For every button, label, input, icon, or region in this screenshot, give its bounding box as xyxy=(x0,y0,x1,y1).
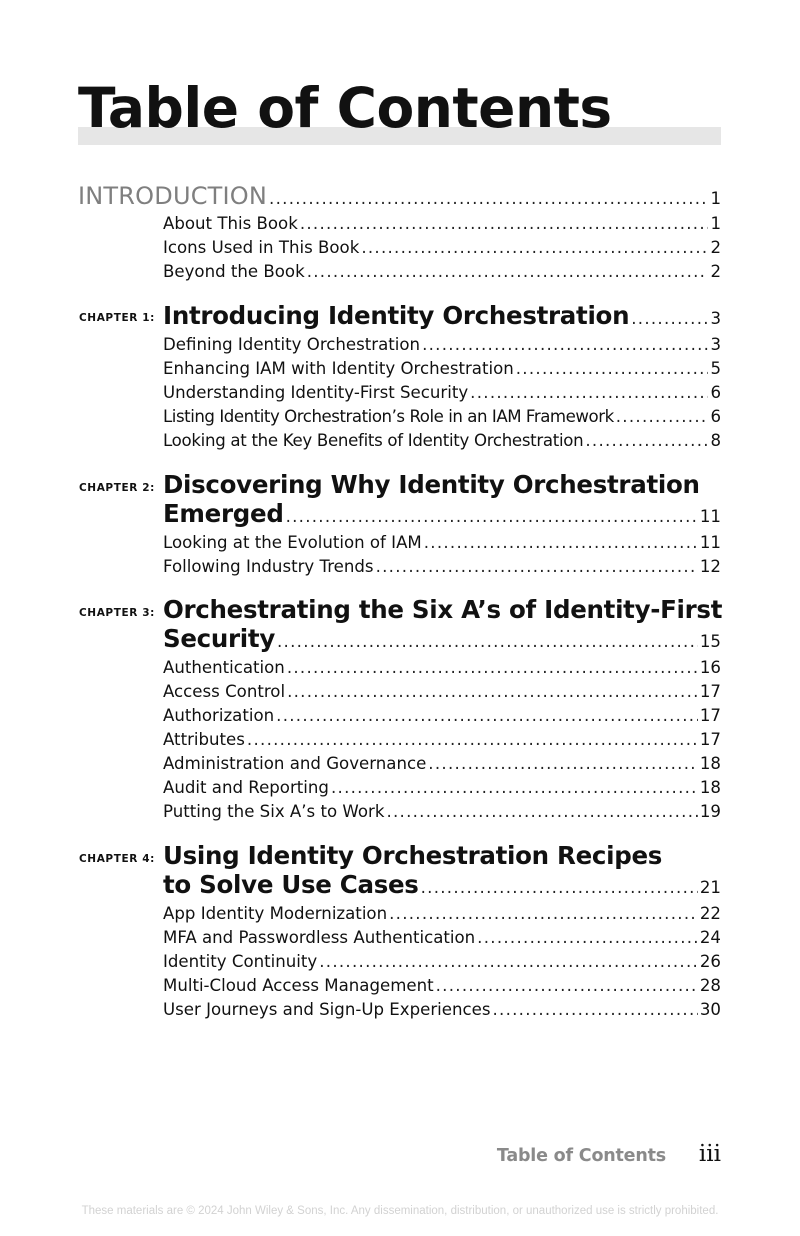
entry-title: Icons Used in This Book xyxy=(163,238,360,257)
chapter-label: CHAPTER 4: xyxy=(79,853,155,865)
entry-title: Audit and Reporting xyxy=(163,778,329,797)
page-number: 11 xyxy=(699,507,721,526)
entry-title: Following Industry Trends xyxy=(163,557,374,576)
page-number: 21 xyxy=(699,878,721,897)
entry-title: Identity Continuity xyxy=(163,952,318,971)
page-title: Table of Contents xyxy=(78,76,612,140)
page-number: 12 xyxy=(699,557,721,576)
dot-leader xyxy=(421,873,698,903)
chapter-title[interactable]: Orchestrating the Six A’s of Identity-First xyxy=(163,595,723,624)
toc-introduction[interactable] xyxy=(78,181,721,211)
page-number: 1 xyxy=(710,189,721,208)
dot-leader xyxy=(516,357,709,381)
toc-chapter-heading[interactable] xyxy=(163,624,721,654)
entry-title: Understanding Identity-First Security xyxy=(163,383,469,402)
dot-leader xyxy=(477,926,698,950)
page-number: 3 xyxy=(710,309,721,328)
page-number: 8 xyxy=(710,431,721,450)
toc-entry[interactable] xyxy=(163,333,721,357)
entry-title: Administration and Governance xyxy=(163,754,427,773)
page-number: 2 xyxy=(710,262,721,281)
dot-leader xyxy=(331,776,698,800)
copyright-notice: These materials are © 2024 John Wiley & Sons, Inc. Any dissemination, distribution, or unauthorized use is strictly prohibited. xyxy=(81,1205,719,1217)
page-number: 17 xyxy=(699,682,721,701)
dot-leader xyxy=(277,627,698,657)
running-footer-title: Table of Contents xyxy=(496,1146,666,1166)
page-number: 24 xyxy=(699,928,721,947)
dot-leader xyxy=(492,998,697,1022)
toc-entry[interactable] xyxy=(163,704,721,728)
page-number: 5 xyxy=(710,359,721,378)
dot-leader xyxy=(307,260,709,284)
dot-leader xyxy=(386,800,697,824)
chapter-label: CHAPTER 3: xyxy=(79,607,155,619)
toc-entry[interactable] xyxy=(163,950,721,974)
toc-chapter-heading[interactable] xyxy=(163,870,721,900)
toc-entry[interactable] xyxy=(163,680,721,704)
page-number: 15 xyxy=(699,632,721,651)
entry-title: Authentication xyxy=(163,658,285,677)
page-number: 2 xyxy=(710,238,721,257)
toc-entry[interactable] xyxy=(163,405,721,429)
entry-title: Enhancing IAM with Identity Orchestration xyxy=(163,359,514,378)
chapter-label: CHAPTER 2: xyxy=(79,482,155,494)
entry-title: MFA and Passwordless Authentication xyxy=(163,928,476,947)
dot-leader xyxy=(286,502,698,532)
dot-leader xyxy=(428,752,698,776)
page-number: 22 xyxy=(699,904,721,923)
dot-leader xyxy=(376,555,698,579)
entry-title: Looking at the Key Benefits of Identity Orchestration xyxy=(163,431,584,450)
dot-leader xyxy=(585,429,708,453)
page-number: 17 xyxy=(699,706,721,725)
dot-leader xyxy=(287,656,698,680)
chapter-title[interactable]: Using Identity Orchestration Recipes xyxy=(163,841,663,870)
entry-title: Multi-Cloud Access Management xyxy=(163,976,434,995)
page-number: 1 xyxy=(710,214,721,233)
toc-entry[interactable] xyxy=(163,212,721,236)
chapter-label: CHAPTER 1: xyxy=(79,312,155,324)
dot-leader xyxy=(470,381,708,405)
toc-entry[interactable] xyxy=(163,752,721,776)
page-number: 18 xyxy=(699,778,721,797)
dot-leader xyxy=(616,405,709,429)
dot-leader xyxy=(247,728,698,752)
folio-page-number: iii xyxy=(698,1141,721,1167)
introduction-heading: INTRODUCTION xyxy=(78,182,268,210)
entry-title: User Journeys and Sign-Up Experiences xyxy=(163,1000,491,1019)
toc-entry[interactable] xyxy=(163,531,721,555)
toc-entry[interactable] xyxy=(163,656,721,680)
entry-title: Authorization xyxy=(163,706,275,725)
page-number: 30 xyxy=(699,1000,721,1019)
entry-title: App Identity Modernization xyxy=(163,904,388,923)
dot-leader xyxy=(276,704,698,728)
chapter-title[interactable]: Discovering Why Identity Orchestration xyxy=(163,470,700,499)
toc-entry[interactable] xyxy=(163,800,721,824)
chapter-title-continued: Emerged xyxy=(163,499,284,528)
entry-title: Defining Identity Orchestration xyxy=(163,335,421,354)
dot-leader xyxy=(300,212,709,236)
entry-title: About This Book xyxy=(163,214,298,233)
dot-leader xyxy=(631,304,708,334)
page-number: 28 xyxy=(699,976,721,995)
toc-entry[interactable] xyxy=(163,555,721,579)
chapter-title-continued: Security xyxy=(163,624,275,653)
page-number: 18 xyxy=(699,754,721,773)
page-number: 6 xyxy=(710,407,721,426)
toc-entry[interactable] xyxy=(163,429,721,453)
toc-chapter-heading[interactable] xyxy=(163,301,721,331)
toc-entry[interactable] xyxy=(163,381,721,405)
entry-title: Looking at the Evolution of IAM xyxy=(163,533,422,552)
dot-leader xyxy=(361,236,708,260)
dot-leader xyxy=(436,974,698,998)
entry-title: Listing Identity Orchestration’s Role in an IAM Framework xyxy=(163,407,614,426)
dot-leader xyxy=(319,950,698,974)
page-number: 19 xyxy=(699,802,721,821)
page-number: 3 xyxy=(710,335,721,354)
dot-leader xyxy=(424,531,698,555)
dot-leader xyxy=(287,680,698,704)
toc-entry[interactable] xyxy=(163,998,721,1022)
entry-title: Putting the Six A’s to Work xyxy=(163,802,385,821)
entry-title: Beyond the Book xyxy=(163,262,305,281)
dot-leader xyxy=(389,902,698,926)
toc-entry[interactable] xyxy=(163,776,721,800)
toc-entry[interactable] xyxy=(163,902,721,926)
toc-entry[interactable] xyxy=(163,236,721,260)
toc-entry[interactable] xyxy=(163,974,721,998)
toc-entry[interactable] xyxy=(163,926,721,950)
dot-leader xyxy=(422,333,708,357)
page-number: 11 xyxy=(699,533,721,552)
toc-entry[interactable] xyxy=(163,728,721,752)
page-number: 17 xyxy=(699,730,721,749)
chapter-title-continued: to Solve Use Cases xyxy=(163,870,419,899)
dot-leader xyxy=(269,184,708,214)
entry-title: Access Control xyxy=(163,682,286,701)
toc-entry[interactable] xyxy=(163,357,721,381)
page-number: 6 xyxy=(710,383,721,402)
page-number: 16 xyxy=(699,658,721,677)
toc-chapter-heading[interactable] xyxy=(163,499,721,529)
page-number: 26 xyxy=(699,952,721,971)
entry-title: Attributes xyxy=(163,730,245,749)
chapter-title: Introducing Identity Orchestration xyxy=(163,301,630,330)
toc-entry[interactable] xyxy=(163,260,721,284)
